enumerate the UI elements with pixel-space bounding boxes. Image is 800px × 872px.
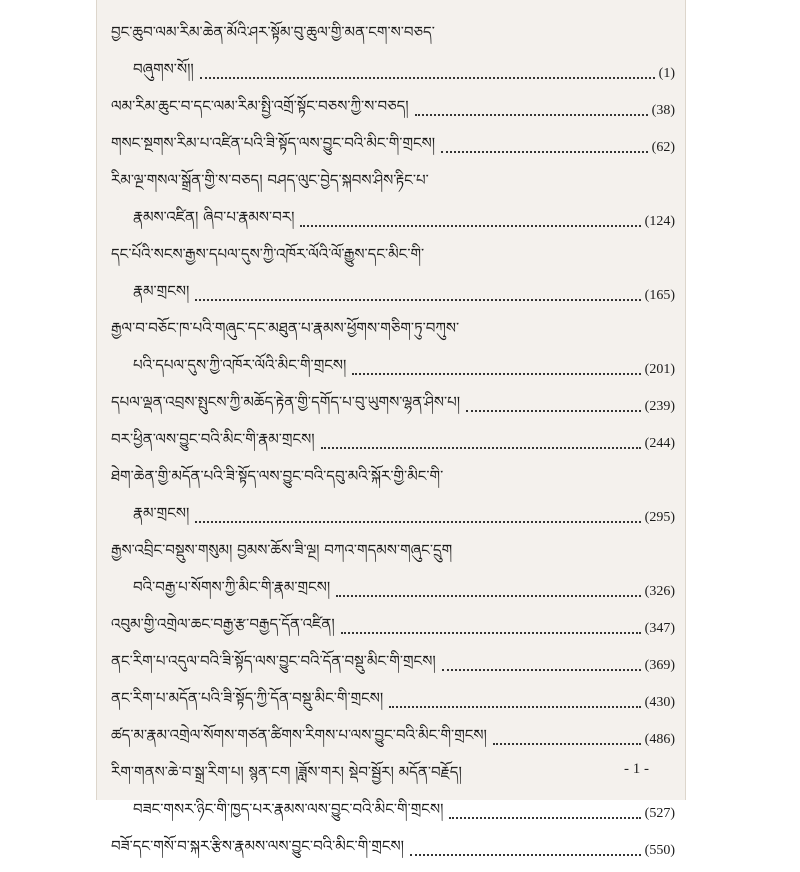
toc-entry-title: རྣམས་འཛིན། ཞིབ་པ་རྣམས་བར། <box>133 207 295 226</box>
dot-leader <box>415 114 648 116</box>
toc-page-number: (62) <box>651 139 675 155</box>
toc-entry-line <box>111 647 675 684</box>
toc-page-number: (369) <box>644 657 675 673</box>
toc-entry-title: བཟང་གསར་ཉིང་གི་ཁྱད་པར་རྣམས་ལས་བྱུང་བའི་མིང་གི་གྲངས། <box>133 799 444 818</box>
toc-page-number: (244) <box>644 435 675 451</box>
dot-leader <box>195 299 640 301</box>
toc-page-number: (1) <box>658 65 675 81</box>
toc-entry-title: བཞུགས་སོ།། <box>133 59 194 78</box>
toc-entry-title: ནང་རིག་པ་མདོན་པའི་ཟི་སྟོད་ཀྱི་དོན་བསྡུ་མིང་གི་གྲངས། <box>111 688 384 707</box>
toc-entry-title: འབུམ་གྱི་འགྲེལ་ཆང་བརྒྱ་རྩ་བརྒྱད་དོན་འཛིན། <box>111 614 335 633</box>
toc-entry-line <box>111 610 675 647</box>
dot-leader <box>389 706 640 708</box>
dot-leader <box>466 410 641 412</box>
page-number-folio: - 1 - <box>624 761 649 777</box>
toc-entry-line <box>111 795 675 832</box>
dot-leader <box>441 151 648 153</box>
toc-page-number: (38) <box>651 102 675 118</box>
toc-entry-line <box>111 721 675 758</box>
toc-entry-title: ཚད་མ་རྣམ་འགྲེལ་སོགས་གཙན་ཚིགས་རིགས་པ་ལས་བྱུང་བའི་མིང་གི་གྲངས། <box>111 725 487 744</box>
toc-entry-title: གསང་སྔགས་རིམ་པ་འཛིན་པའི་ཟི་སྟོད་ལས་བྱུང་བའི་མིང་གི་གྲངས། <box>111 133 436 152</box>
toc-entry-line <box>111 573 675 610</box>
dot-leader <box>341 632 641 634</box>
table-of-contents <box>111 18 675 869</box>
toc-entry-line <box>111 758 675 795</box>
toc-entry-title: རྣམ་གྲངས། <box>133 281 190 300</box>
dot-leader <box>493 743 641 745</box>
toc-entry-title: པའི་དཔལ་དུས་ཀྱི་འཁོར་ལོའི་མིང་གི་གྲངས། <box>133 355 347 374</box>
toc-entry-title: བའི་བརྒྱ་པ་སོགས་ཀྱི་མིང་གི་རྣམ་གྲངས། <box>133 577 331 596</box>
dot-leader <box>449 817 640 819</box>
toc-entry-line <box>111 92 675 129</box>
toc-entry-line <box>111 314 675 351</box>
toc-entry-line <box>111 129 675 166</box>
dot-leader <box>352 373 640 375</box>
toc-entry-line <box>111 240 675 277</box>
toc-page-number: (347) <box>644 620 675 636</box>
toc-page-number: (430) <box>644 694 675 710</box>
dot-leader <box>200 77 655 79</box>
dot-leader <box>195 521 640 523</box>
dot-leader <box>410 854 641 856</box>
toc-entry-line <box>111 684 675 721</box>
toc-entry-line <box>111 499 675 536</box>
toc-entry-line <box>111 536 675 573</box>
toc-entry-line <box>111 277 675 314</box>
toc-page-number: (201) <box>644 361 675 377</box>
toc-page-number: (550) <box>644 842 675 858</box>
toc-entry-line <box>111 351 675 388</box>
dot-leader <box>442 669 641 671</box>
toc-entry-title: དཔལ་ལྡན་འབྲས་སྤུངས་ཀྱི་མཆོད་རྟེན་གྱི་དགོད་པ་བུ་ཡུགས་ལྷན་ཤིས་པ། <box>111 392 461 411</box>
toc-page-number: (239) <box>644 398 675 414</box>
toc-entry-title: ནང་རིག་པ་འདུལ་བའི་ཟི་སྟོད་ལས་བྱུང་བའི་དོན་བསྡུ་མིང་གི་གྲངས། <box>111 651 436 670</box>
toc-entry-title: རིམ་ལྔ་གསལ་སྒྲོན་གྱི་ས་བཅད། བཤད་ལུང་བྱེད་སྐབས་ཤིས་རྟིང་པ་ <box>111 170 429 189</box>
toc-entry-line <box>111 166 675 203</box>
toc-entry-line <box>111 388 675 425</box>
toc-entry-line <box>111 18 675 55</box>
toc-entry-title: རིག་གནས་ཆེ་བ་སྒྲ་རིག་པ། སྙན་ངག །ཟློས་གར། སྡེབ་སྦྱོར། མདོན་བརྗོད། <box>111 762 462 781</box>
toc-page-number: (486) <box>644 731 675 747</box>
toc-entry-title: བར་ཕྱིན་ལས་བྱུང་བའི་མིང་གི་རྣམ་གྲངས། <box>111 429 315 448</box>
toc-entry-title: དང་པོའི་སངས་རྒྱས་དཔལ་དུས་ཀྱི་འཁོར་ལོའི་ལོ་རྒྱུས་དང་མིང་གི་ <box>111 244 425 263</box>
toc-page-number: (124) <box>644 213 675 229</box>
toc-entry-title: རྒྱལ་བ་བཅོང་ཁ་པའི་གཞུང་དང་མཐུན་པ་རྣམས་ཕྱོགས་གཅིག་ཏུ་བཀུས་ <box>111 318 460 337</box>
dot-leader <box>336 595 640 597</box>
toc-entry-line <box>111 55 675 92</box>
toc-entry-line <box>111 425 675 462</box>
toc-page-number: (527) <box>644 805 675 821</box>
toc-entry-title: བཟོ་དང་གསོ་བ་སྐར་རྩིས་རྣམས་ལས་བྱུང་བའི་མིང་གི་གྲངས། <box>111 836 405 855</box>
toc-page-number: (295) <box>644 509 675 525</box>
toc-page-number: (326) <box>644 583 675 599</box>
toc-entry-line <box>111 203 675 240</box>
toc-entry-title: རྒྱས་འབྲིང་བསྡུས་གསུམ། བྱམས་ཆོས་ཟི་ལྔ། བཀའ་གདམས་གཞུང་དྲུག <box>111 540 453 559</box>
toc-entry-title: བྱང་ཆུབ་ལམ་རིམ་ཆེན་མོའི་ཤར་སྟོམ་བུ་ཆུལ་གྱི་མན་ངག་ས་བཅད་ <box>111 22 435 41</box>
dot-leader <box>321 447 641 449</box>
toc-entry-line <box>111 462 675 499</box>
book-page <box>96 0 686 858</box>
dot-leader <box>300 225 640 227</box>
toc-entry-line <box>111 832 675 869</box>
toc-entry-title: ཐེག་ཆེན་གྱི་མདོན་པའི་ཟི་སྟོད་ལས་བྱུང་བའི་དབུ་མའི་སྐོར་གྱི་མིང་གི་ <box>111 466 444 485</box>
toc-page-number: (165) <box>644 287 675 303</box>
toc-entry-title: ལམ་རིམ་ཆུང་བ་དང་ལམ་རིམ་སྤྱི་འགྲོ་སྟོང་བཅས་ཀྱི་ས་བཅད། <box>111 96 409 115</box>
toc-entry-title: རྣམ་གྲངས། <box>133 503 190 522</box>
